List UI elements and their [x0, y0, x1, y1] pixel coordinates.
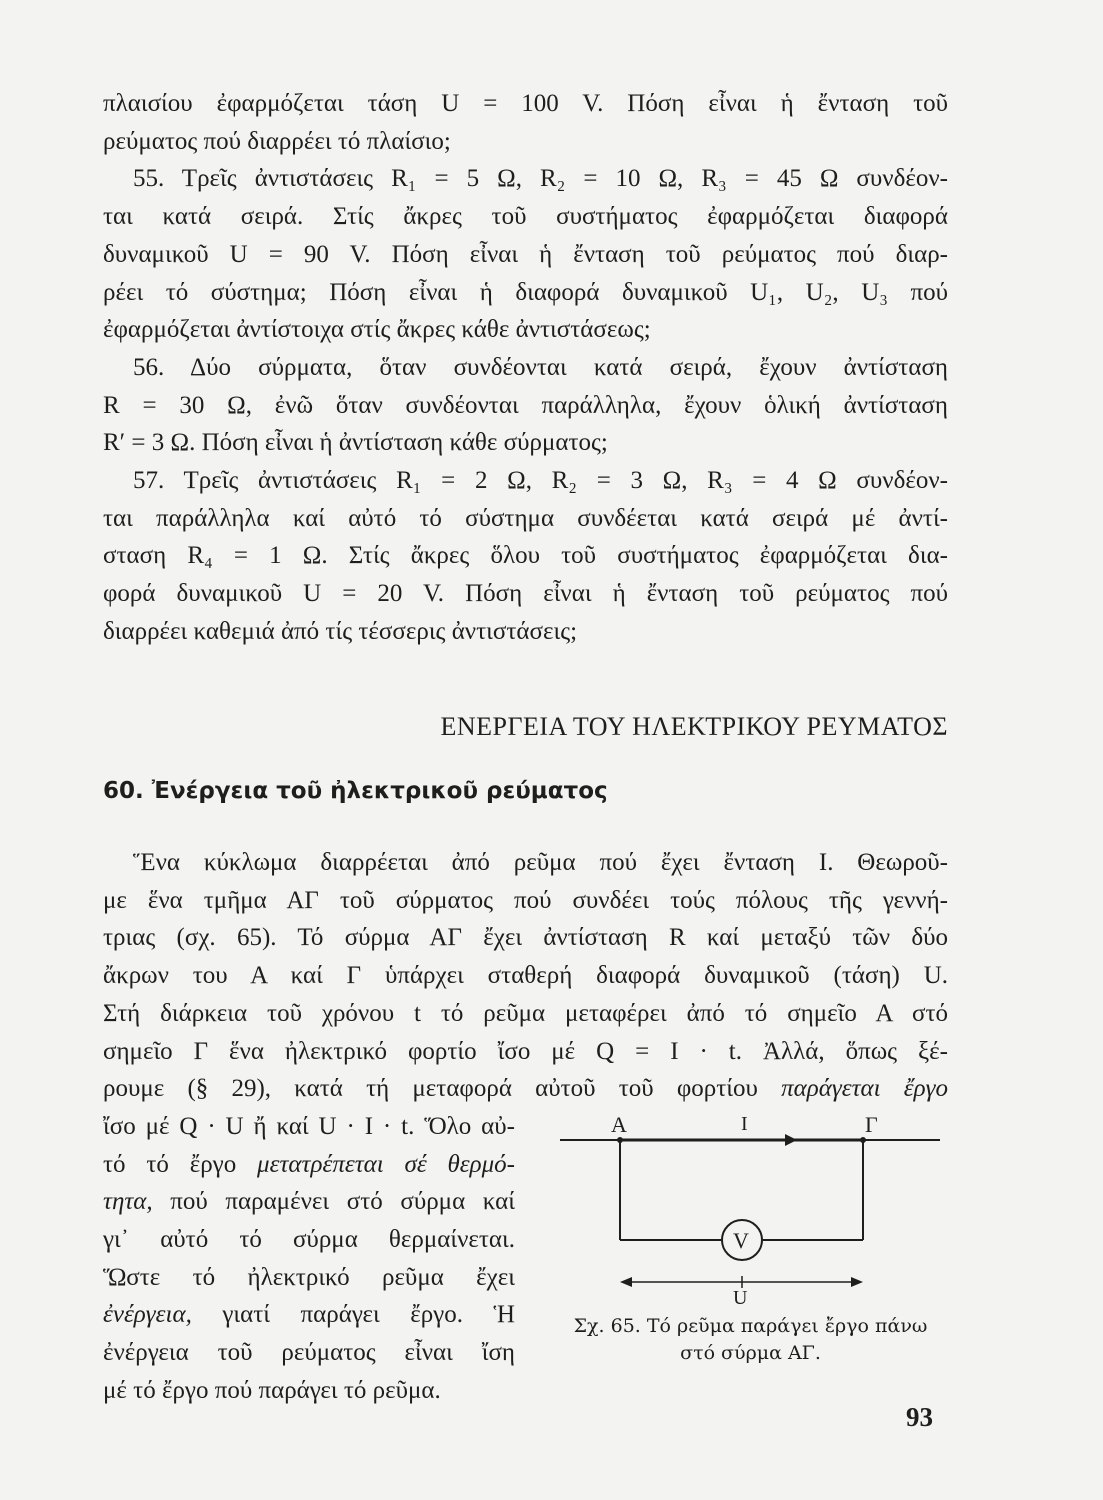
text-line: διαρρέει καθεμιά ἀπό τίς τέσσερις ἀντιστάσεις; [103, 617, 578, 645]
label-I: I [741, 1113, 748, 1135]
dimension-arrow-right [851, 1277, 863, 1287]
text-line: σημεῖο Γ ἕνα ἠλεκτρικό φορτίο ἴσο μέ Q = I · t. Ἀλλά, ὅπως ξέ- [103, 1037, 948, 1065]
problem-56 [103, 349, 948, 462]
text-line [103, 1070, 948, 1108]
italic-span: ἐνέργεια, [103, 1301, 192, 1329]
label-U: U [733, 1287, 748, 1309]
text-line: 56. Δύο σύρματα, ὅταν συνδέονται κατά σειρά, ἔχουν ἀντίσταση [133, 353, 948, 381]
text-line: Στή διάρκεια τοῦ χρόνου t τό ρεῦμα μεταφέρει ἀπό τό σημεῖο Α στό [103, 999, 948, 1027]
problems-block [103, 85, 948, 651]
text-span: πού παραμένει στό σύρμα καί [170, 1188, 515, 1216]
text-line: δυναμικοῦ U = 90 V. Πόση εἶναι ἡ ἔνταση τοῦ ρεύματος πού διαρ- [103, 240, 948, 268]
dimension-arrow-left [620, 1277, 632, 1287]
section-heading: ΕΝΕΡΓΕΙΑ ΤΟΥ ΗΛΕΚΤΡΙΚΟΥ ΡΕΥΜΑΤΟΣ [440, 712, 948, 741]
text-line: γι᾽ αὐτό τό σύρμα θερμαίνεται. [103, 1226, 515, 1254]
text-line: Ἕνα κύκλωμα διαρρέεται ἀπό ρεῦμα πού ἔχει ἔνταση I. Θεωροῦ- [133, 849, 948, 876]
text-span: τό τό ἔργο [103, 1150, 237, 1178]
italic-span: παράγεται ἔργο [781, 1075, 948, 1103]
italic-span: μετατρέπεται σέ θερμό- [257, 1150, 515, 1178]
text-line: φορά δυναμικοῦ U = 20 V. Πόση εἶναι ἡ ἔνταση τοῦ ρεύματος πού [103, 580, 948, 608]
text-line: σταση R₄ = 1 Ω. Στίς ἄκρες ὅλου τοῦ συστήματος ἐφαρμόζεται δια- [103, 542, 948, 570]
current-arrow [785, 1134, 797, 1146]
text-line: με ἕνα τμῆμα ΑΓ τοῦ σύρματος πού συνδέει τούς πόλους τῆς γεννή- [103, 886, 948, 914]
text-line: ρεύματος πού διαρρέει τό πλαίσιο; [103, 127, 451, 155]
text-line: μέ τό ἔργο πού παράγει τό ρεῦμα. [103, 1376, 441, 1404]
narrow-column [103, 1108, 515, 1410]
italic-span: τητα, [103, 1188, 153, 1216]
text-line: πλαισίου ἐφαρμόζεται τάση U = 100 V. Πόση εἶναι ἡ ἔνταση τοῦ [103, 90, 948, 117]
figure-caption [548, 1313, 953, 1367]
text-line [103, 1146, 515, 1184]
text-line: ἄκρων του Α καί Γ ὑπάρχει σταθερή διαφορά δυναμικοῦ (τάση) U. [103, 962, 948, 990]
label-V: V [733, 1228, 749, 1253]
subsection-heading: 60. Ἐνέργεια τοῦ ἠλεκτρικοῦ ρεύματος [103, 778, 608, 804]
label-G: Γ [865, 1112, 878, 1137]
text-line: R′ = 3 Ω. Πόση εἶναι ἡ ἀντίσταση κάθε σύρματος; [103, 429, 608, 457]
caption-line: Σχ. 65. Τό ρεῦμα παράγει ἔργο πάνω [573, 1315, 928, 1337]
text-line: ται παράλληλα καί αὐτό τό σύστημα συνδέεται κατά σειρά μέ ἀντί- [103, 504, 948, 532]
text-line: ἴσο μέ Q · U ἤ καί U · I · t. Ὅλο αὐ- [103, 1112, 515, 1140]
problem-57 [103, 462, 948, 651]
text-line: Ὥστε τό ἠλεκτρικό ρεῦμα ἔχει [103, 1263, 515, 1291]
text-line: 55. Τρεῖς ἀντιστάσεις R₁ = 5 Ω, R₂ = 10 Ω, R₃ = 45 Ω συνδέον- [133, 165, 948, 193]
text-line [103, 1183, 515, 1221]
text-line: R = 30 Ω, ἐνῶ ὅταν συνδέονται παράλληλα, ἔχουν ὁλική ἀντίσταση [103, 391, 948, 419]
page-number: 93 [906, 1402, 933, 1432]
caption-line: στό σύρμα ΑΓ. [680, 1342, 821, 1364]
text-line [103, 1296, 515, 1334]
text-line: τριας (σχ. 65). Τό σύρμα ΑΓ ἔχει ἀντίσταση R καί μεταξύ τῶν δύο [103, 924, 948, 952]
text-line: ρέει τό σύστημα; Πόση εἶναι ἡ διαφορά δυναμικοῦ U₁, U₂, U₃ πού [103, 278, 948, 306]
problem-55 [103, 160, 948, 349]
text-span: γιατί παράγει ἔργο. Ἡ [222, 1301, 515, 1329]
label-A: Α [611, 1112, 627, 1137]
text-line: ται κατά σειρά. Στίς ἄκρες τοῦ συστήματος ἐφαρμόζεται διαφορά [103, 203, 948, 231]
text-line: ἐφαρμόζεται ἀντίστοιχα στίς ἄκρες κάθε ἀντιστάσεως; [103, 316, 651, 344]
text-line: 57. Τρεῖς ἀντιστάσεις R₁ = 2 Ω, R₂ = 3 Ω, R₃ = 4 Ω συνδέον- [133, 467, 948, 495]
text-span: ρουμε (§ 29), κατά τή μεταφορά αὐτοῦ τοῦ φορτίου [103, 1075, 758, 1103]
problem-54-end [103, 85, 948, 160]
text-line: ἐνέργεια τοῦ ρεύματος εἶναι ἴση [103, 1339, 515, 1367]
